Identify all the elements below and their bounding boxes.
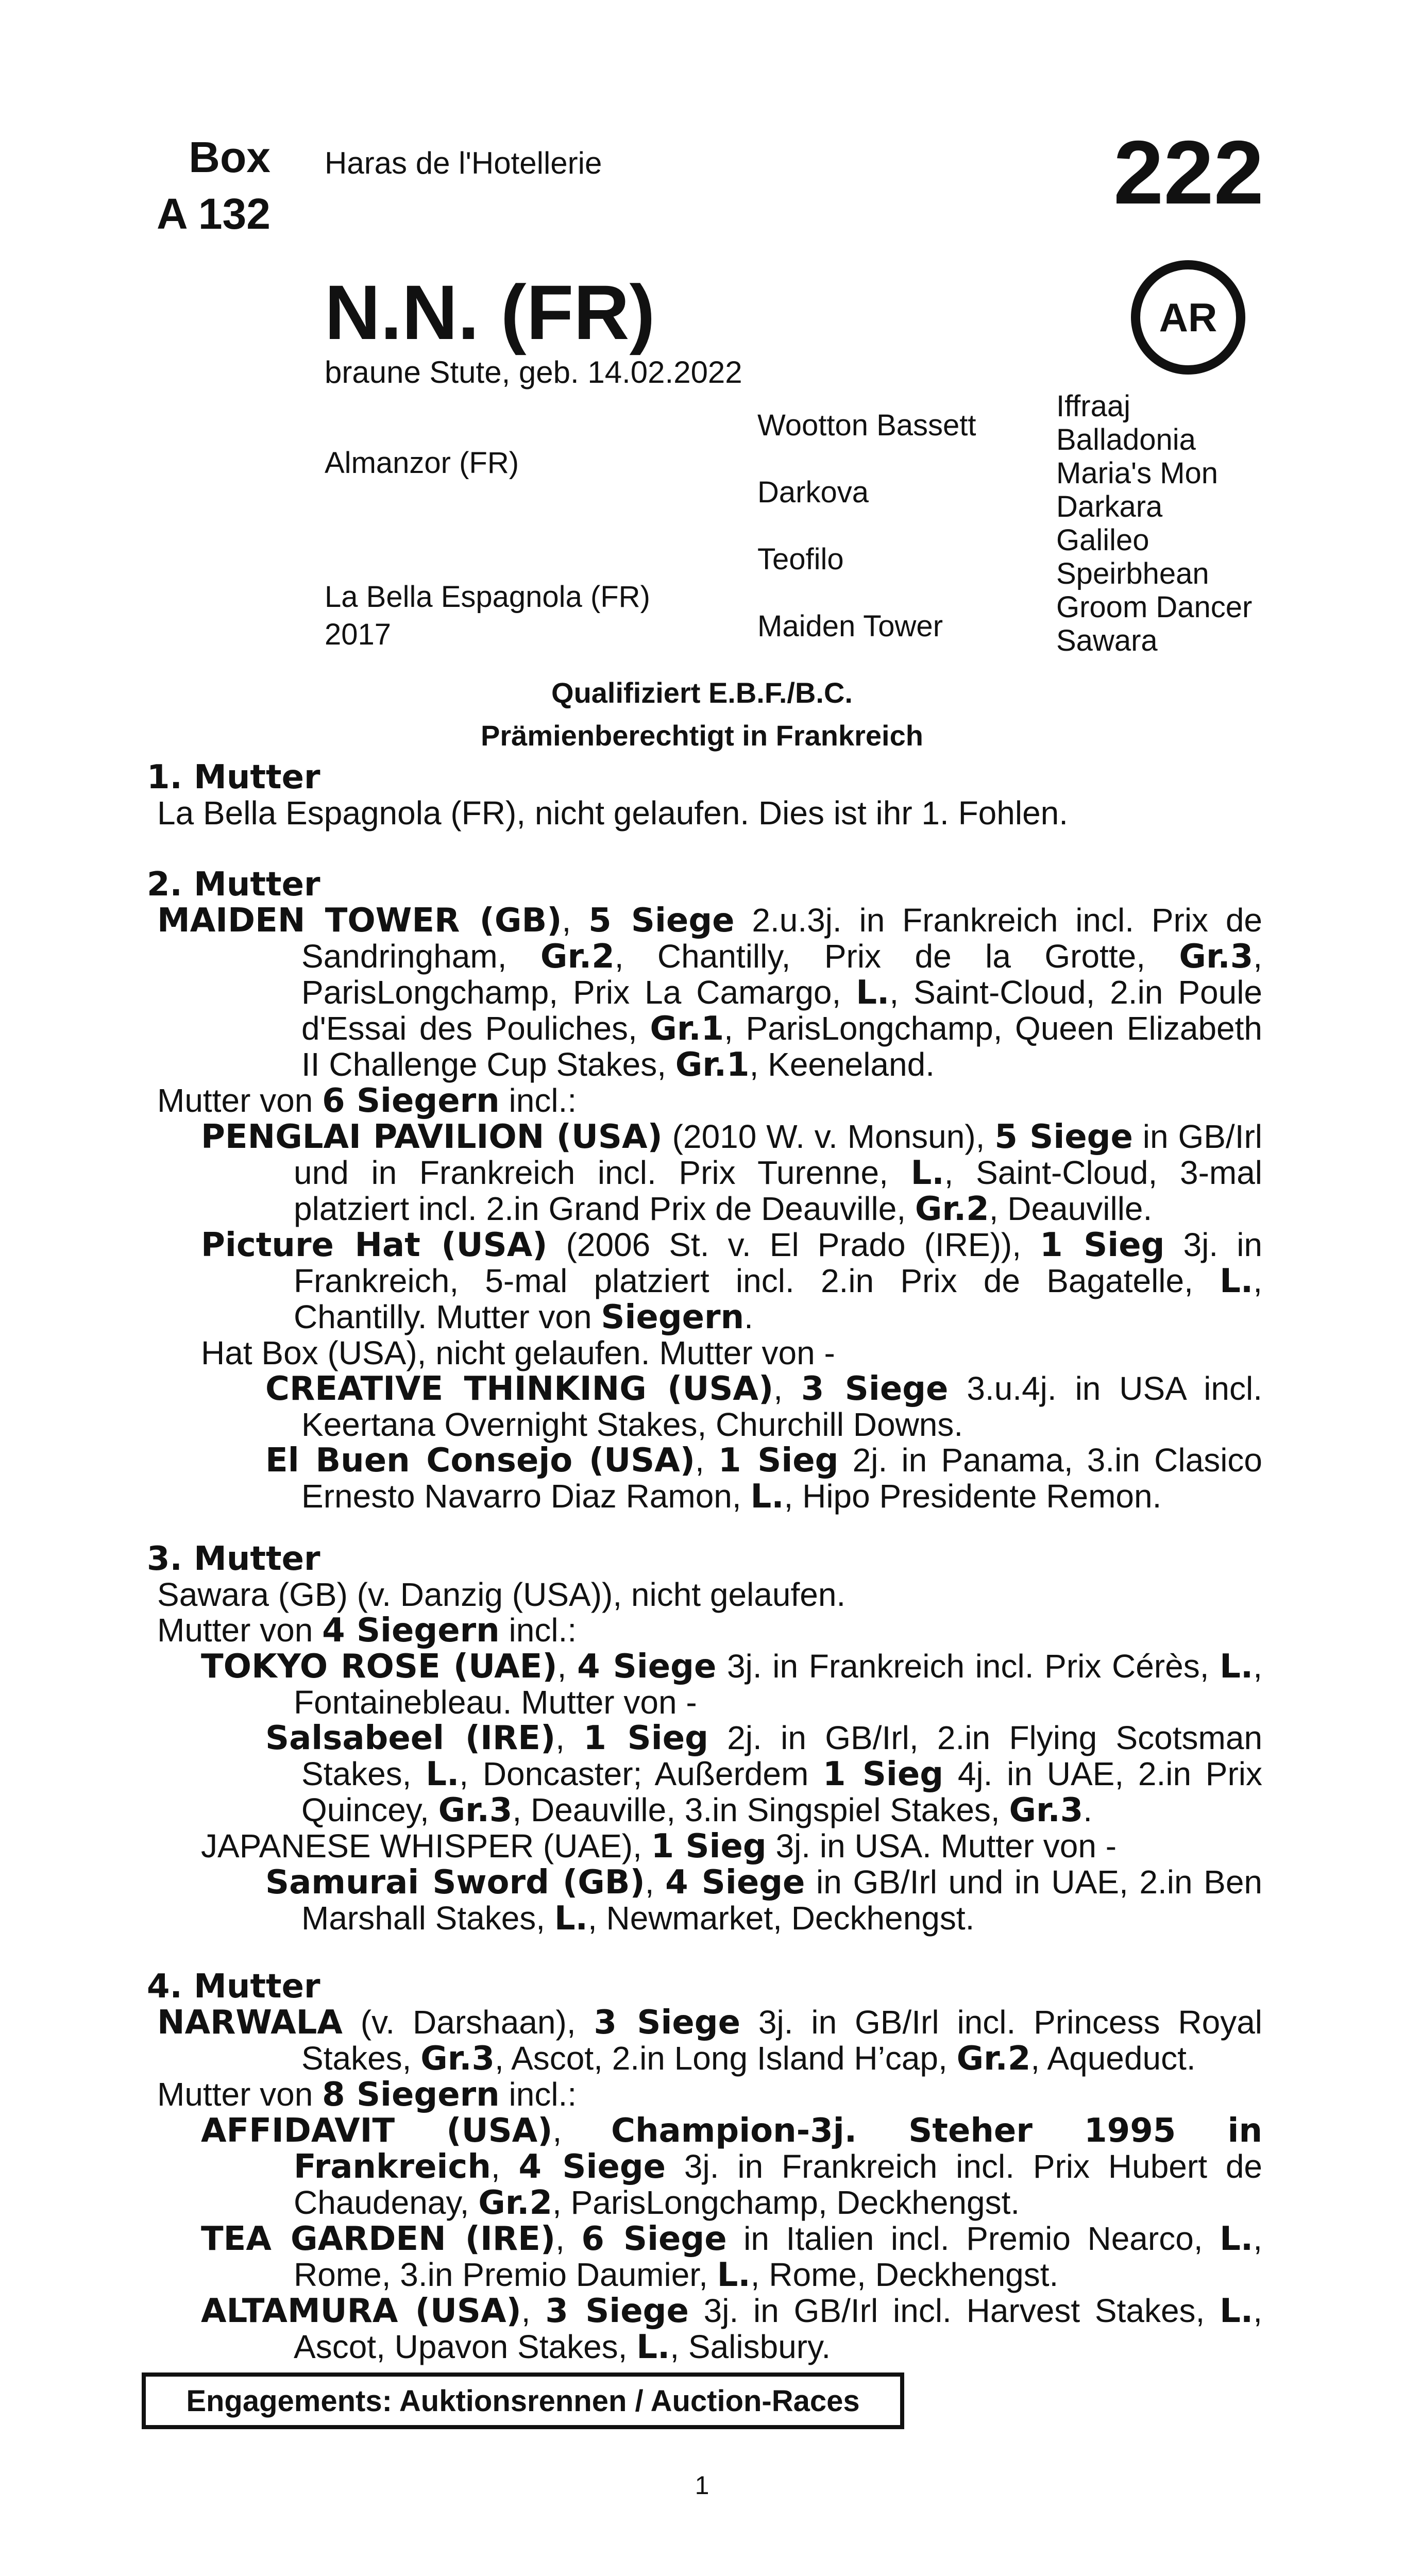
dam-entry: Sawara (GB) (v. Danzig (USA)), nicht gelaufen. (157, 1576, 846, 1613)
dam-entry: NARWALA (v. Darshaan), 3 Siege 3j. in GB/Irl incl. Princess Royal Stakes, Gr.3, Ascot, 2.in Long Island H’cap, Gr.2, Aqueduct. (157, 2004, 1263, 2078)
ar-badge-label: AR (1159, 294, 1217, 340)
mother-of-winners: Mutter von 4 Siegern incl.: (157, 1612, 577, 1650)
box-number: A 132 (156, 190, 270, 238)
grand-progeny-entry: Samurai Sword (GB), 4 Siege in GB/Irl und in UAE, 2.in Ben Marshall Stakes, L., Newmarket, Deckhengst. (265, 1863, 1262, 1938)
section-mutter-4 (147, 1969, 1262, 2365)
qualification: Qualifiziert E.B.F./B.C. (551, 676, 853, 709)
sire: Almanzor (FR) (325, 446, 519, 480)
engagements-label: Engagements: Auktionsrennen / Auction-Races (186, 2384, 860, 2418)
dam: La Bella Espagnola (FR) (325, 580, 650, 614)
section-heading: 3. Mutter (147, 1540, 320, 1578)
grandparent: Maiden Tower (757, 609, 943, 643)
dam-entry: MAIDEN TOWER (GB), 5 Siege 2.u.3j. in Frankreich incl. Prix de Sandringham, Gr.2, Chantilly, Prix de la Grotte, Gr.3, ParisLongchamp, Prix La Camargo, L., Saint-Cloud, 2.in Poule d'Essai des Pouliches, Gr.1, ParisLongchamp, Queen Elizabeth II Challenge Cup Stakes, Gr.1, Keeneland. (157, 902, 1263, 1084)
grandparent: Wootton Bassett (757, 409, 976, 442)
section-heading: 4. Mutter (147, 1968, 320, 2006)
great-grandparent: Galileo (1056, 523, 1149, 557)
engagements-box (142, 2372, 904, 2429)
grand-progeny-entry: Salsabeel (IRE), 1 Sieg 2j. in GB/Irl, 2.in Flying Scotsman Stakes, L., Doncaster; Außerdem 1 Sieg 4j. in UAE, 2.in Prix Quincey, Gr.3, Deauville, 3.in Singspiel Stakes, Gr.3. (265, 1719, 1263, 1829)
progeny-entry: TOKYO ROSE (UAE), 4 Siege 3j. in Frankreich incl. Prix Cérès, L., Fontainebleau. Mutter von - (201, 1648, 1263, 1721)
dam-year: 2017 (325, 618, 392, 651)
dam-entry: La Bella Espagnola (FR), nicht gelaufen. Dies ist ihr 1. Fohlen. (157, 794, 1069, 832)
section-heading: 1. Mutter (147, 758, 320, 796)
progeny-entry: TEA GARDEN (IRE), 6 Siege in Italien incl. Premio Nearco, L., Rome, 3.in Premio Daumier, L., Rome, Deckhengst. (201, 2220, 1262, 2294)
lot-number: 222 (1113, 123, 1264, 223)
great-grandparent: Sawara (1056, 624, 1158, 657)
progeny-entry: ALTAMURA (USA), 3 Siege 3j. in GB/Irl incl. Harvest Stakes, L., Ascot, Upavon Stakes, L., Salisbury. (201, 2292, 1263, 2366)
grand-progeny-entry: CREATIVE THINKING (USA), 3 Siege 3.u.4j. in USA incl. Keertana Overnight Stakes, Churchill Downs. (265, 1370, 1263, 1443)
mother-of-winners: Mutter von 6 Siegern incl.: (157, 1082, 577, 1120)
page-number: 1 (695, 2471, 709, 2500)
progeny-entry: PENGLAI PAVILION (USA) (2010 W. v. Monsun), 5 Siege in GB/Irl und in Frankreich incl. Prix Turenne, L., Saint-Cloud, 3-mal platziert incl. 2.in Grand Prix de Deauville, Gr.2, Deauville. (201, 1118, 1263, 1228)
ar-badge (1131, 260, 1245, 375)
horse-name: N.N. (FR) (325, 269, 655, 355)
grandparent: Darkova (757, 476, 869, 509)
progeny-entry: AFFIDAVIT (USA), Champion-3j. Steher 1995 in Frankreich, 4 Siege 3j. in Frankreich incl. Prix Hubert de Chaudenay, Gr.2, ParisLongchamp, Deckhengst. (201, 2112, 1262, 2222)
section-mutter-2 (147, 867, 1262, 1515)
mother-of-winners: Mutter von 8 Siegern incl.: (157, 2076, 577, 2114)
progeny-entry: Picture Hat (USA) (2006 St. v. El Prado (IRE)), 1 Sieg 3j. in Frankreich, 5-mal platziert incl. 2.in Prix de Bagatelle, L., Chantilly. Mutter von Siegern. (201, 1226, 1263, 1336)
section-heading: 2. Mutter (147, 866, 320, 904)
consignor: Haras de l'Hotellerie (325, 146, 602, 180)
great-grandparent: Iffraaj (1056, 389, 1131, 423)
progeny-entry: JAPANESE WHISPER (UAE), 1 Sieg 3j. in USA. Mutter von - (201, 1827, 1117, 1866)
grandparent: Teofilo (757, 543, 844, 576)
great-grandparent: Maria's Mon (1056, 456, 1219, 490)
grand-progeny-entry: El Buen Consejo (USA), 1 Sieg 2j. in Panama, 3.in Clasico Ernesto Navarro Diaz Ramon, L., Hipo Presidente Remon. (265, 1442, 1262, 1516)
progeny-entry: Hat Box (USA), nicht gelaufen. Mutter von - (201, 1334, 835, 1371)
box-label: Box (189, 133, 270, 181)
section-mutter-3 (147, 1541, 1262, 1937)
section-mutter-1 (147, 760, 1262, 831)
great-grandparent: Darkara (1056, 490, 1163, 523)
great-grandparent: Speirbhean (1056, 557, 1209, 590)
great-grandparent: Balladonia (1056, 423, 1196, 456)
great-grandparent: Groom Dancer (1056, 590, 1253, 624)
premium-eligibility: Prämienberechtigt in Frankreich (481, 719, 923, 752)
horse-description: braune Stute, geb. 14.02.2022 (325, 355, 742, 389)
